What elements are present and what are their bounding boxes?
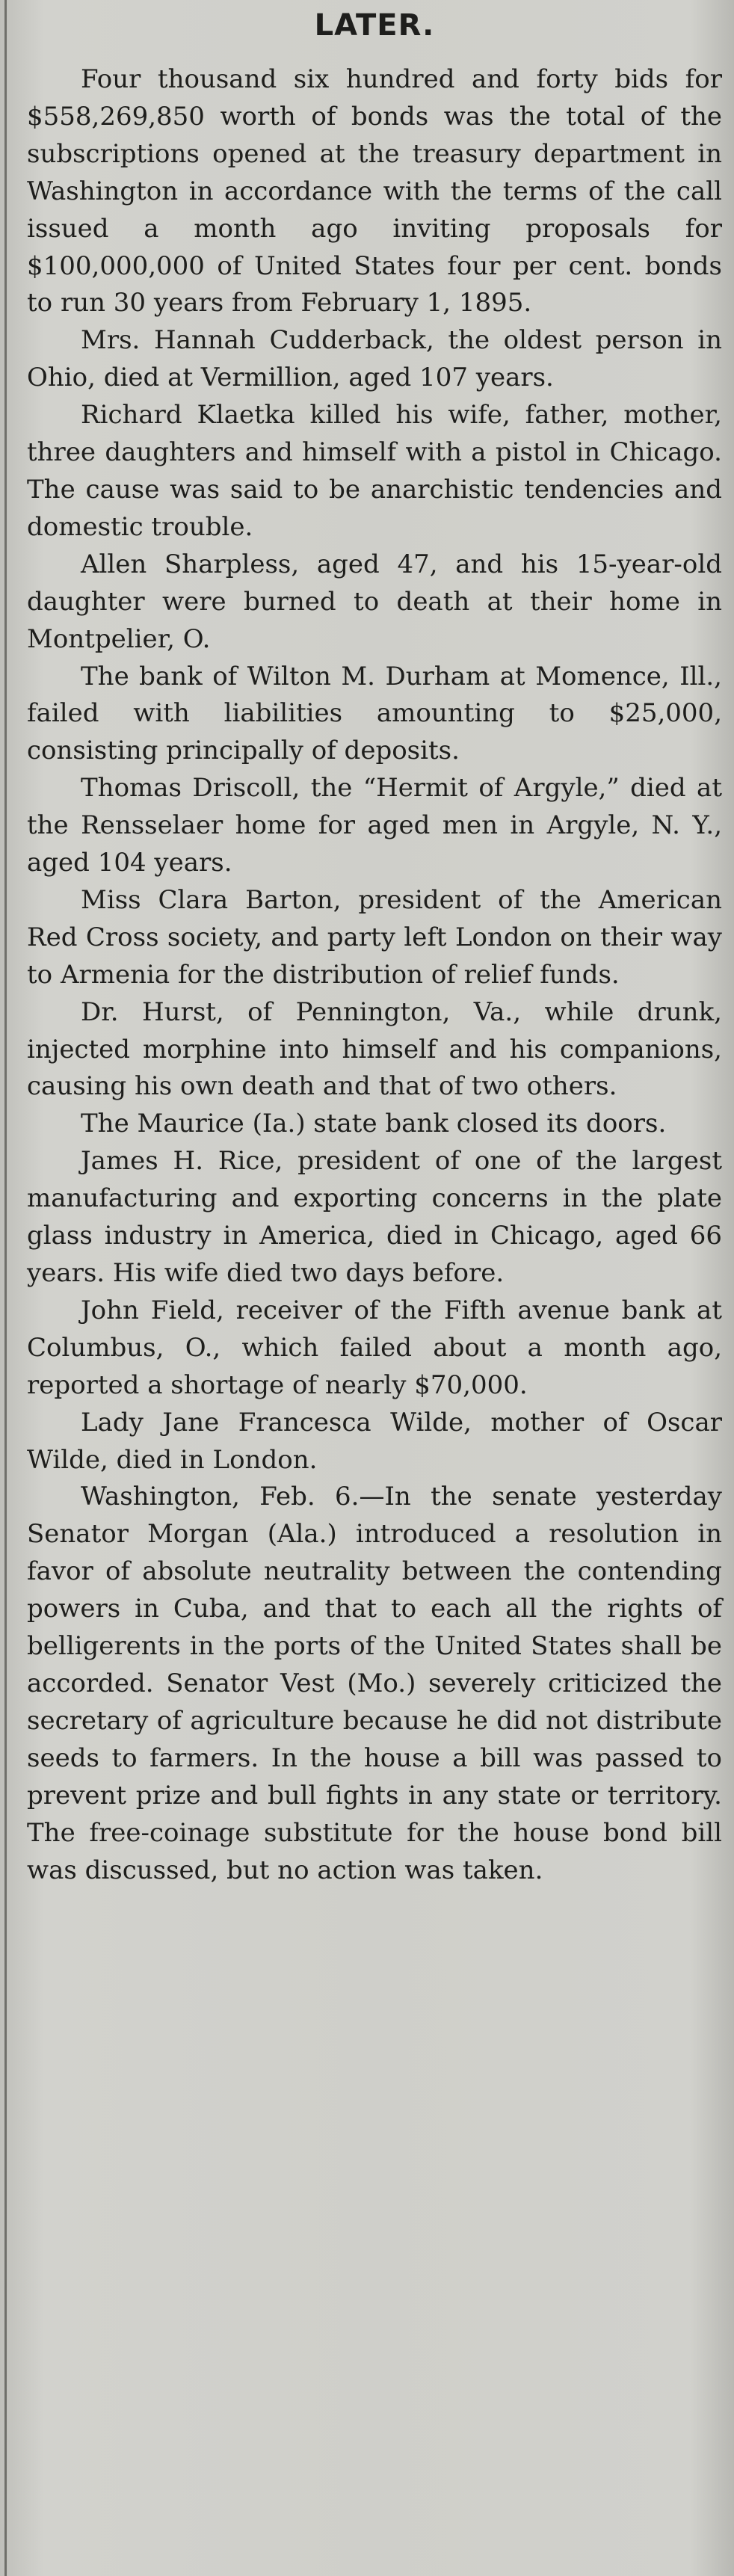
paragraph-driscoll: Thomas Driscoll, the “Hermit of Argyle,” died at the Rensselaer home for aged men in Argyle, N. Y., aged 104 years. bbox=[27, 773, 722, 878]
paragraph-lady-wilde: Lady Jane Francesca Wilde, mother of Oscar Wilde, died in London. bbox=[27, 1407, 722, 1475]
paragraph-klaetka: Richard Klaetka killed his wife, father, mother, three daughters and himself with a pistol in Chicago. The cause was said to be anarchistic tendencies and domestic trouble. bbox=[27, 400, 722, 542]
paragraph-bond-bids: Four thousand six hundred and forty bids for $558,269,850 worth of bonds was the total of the subscriptions opened at the treasury department in Washington in accordance with the terms of the call issued a month ago inviting proposals for $100,000,000 of United States four per cent. bonds to run 30 years from February 1, 1895. bbox=[27, 64, 722, 318]
paragraph-john-field: John Field, receiver of the Fifth avenue bank at Columbus, O., which failed about a month ago, reported a shortage of nearly $70,000. bbox=[27, 1295, 722, 1400]
paragraph-clara-barton: Miss Clara Barton, president of the American Red Cross society, and party left London on their way to Armenia for the distribution of relief funds. bbox=[27, 884, 722, 990]
paragraph-maurice-bank: The Maurice (Ia.) state bank closed its doors. bbox=[81, 1109, 667, 1139]
article-headline: LATER. bbox=[314, 8, 435, 43]
paragraph-washington-senate: Washington, Feb. 6.—In the senate yesterday Senator Morgan (Ala.) introduced a resolution in favor of absolute neutrality between the contending powers in Cuba, and that to each all the rights of belligerents in the ports of the United States shall be accorded. Senator Vest (Mo.) severely criticized the secretary of agriculture because he did not distribute seeds to farmers. In the house a bill was passed to prevent prize and bull fights in any state or territory. The free-coinage substitute for the house bond bill was discussed, but no action was taken. bbox=[27, 1482, 722, 1885]
paragraph-sharpless: Allen Sharpless, aged 47, and his 15-year-old daughter were burned to death at their home in Montpelier, O. bbox=[27, 549, 722, 654]
paragraph-cudderback: Mrs. Hannah Cudderback, the oldest person in Ohio, died at Vermillion, aged 107 years. bbox=[27, 325, 722, 393]
paragraph-durham-bank: The bank of Wilton M. Durham at Momence, Ill., failed with liabilities amounting to $25,000, consisting principally of deposits. bbox=[27, 661, 722, 766]
paragraph-dr-hurst: Dr. Hurst, of Pennington, Va., while drunk, injected morphine into himself and his companions, causing his own death and that of two others. bbox=[27, 996, 722, 1102]
article-column bbox=[27, 0, 722, 1889]
column-rule bbox=[4, 0, 7, 2576]
paragraph-james-rice: James H. Rice, president of one of the largest manufacturing and exporting concerns in the plate glass industry in America, died in Chicago, aged 66 years. His wife died two days before. bbox=[27, 1146, 722, 1288]
